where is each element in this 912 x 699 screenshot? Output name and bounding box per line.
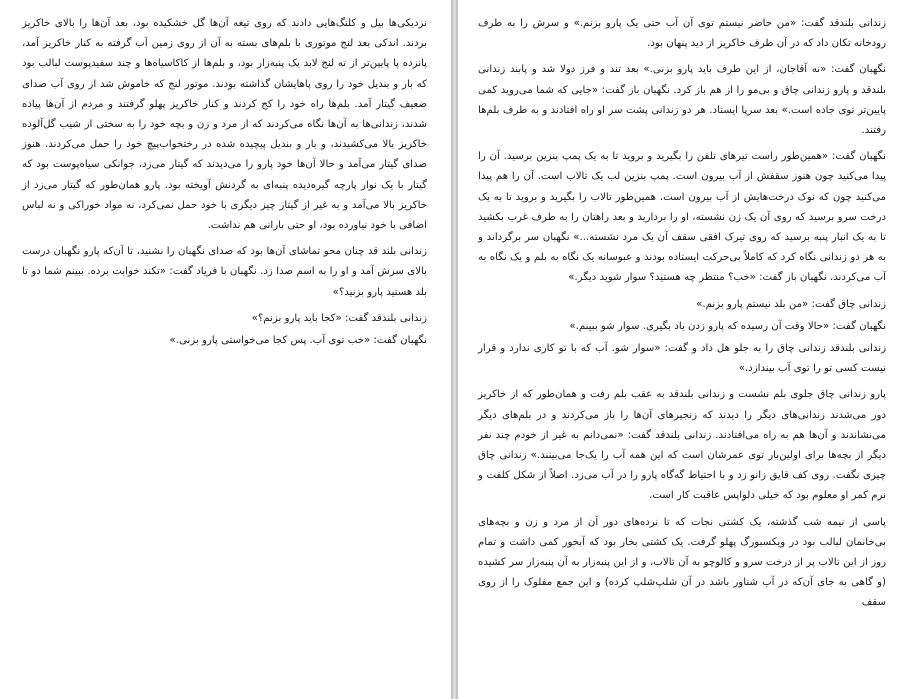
paragraph: زندانی چاق گفت: «من بلد نیستم پارو بزنم.» [696,298,886,310]
paragraph: زندانی بلندقد زندانی چاق را به جلو هل داد و گفت: «سوار شو. آب که با تو کاری ندارد و قرار نیست کسی تو را توی آب بیندازد.» [478,343,886,375]
paragraph: نزدیکی‌ها بیل و کلنگ‌هایی دادند که روی تیغه آن‌ها گل خشکیده بود، بعد آن‌ها را بالای خاکریز بردند. اندکی بعد لنج موتوری با بلم‌های بسته به آن از روی زمین آب گرفته به کنار خاکریز آمد، پانزده پا پایین‌تر از ته لنج لابد یک پنبه‌زار بود، و بلم‌ها از کاکاسیاه‌ها و چند سفیدپوست لبالب بود که بار و بندیل خود را روی پاهایشان گذاشته بودند. موتور لنج که خاموش شد از روی آب صدای ضعیف گیتار آمد. بلم‌ها راه خود را کج کردند و کنار خاکریز پهلو گرفتند و مردم از آن‌ها پیاده شدند، زندانی‌ها به آن‌ها نگاه می‌کردند که از مرد و زن و بچه خود را به سختی از شیب گل‌آلوده خاکریز بالا می‌کشیدند، و بار و بندیل پیچیده شده در رختخواب‌پیچ خود را حمل می‌کردند. هنوز صدای گیتار می‌آمد و حالا آن‌ها خود پارو را می‌دیدند که گیتار می‌زد، جوانکی سیاه‌پوست بود که گیتار با یک نوار پارچه گیره‌دیده پنبه‌ای به گردنش آویخته بود. پارو همان‌طور که گیتار می‌زد از خاکریز بالا می‌آمد و به غیر از گیتار چیز دیگری با خود حمل نمی‌کرد، نه مواد خوراکی و نه لباس اضافی با خود نیاورده بود، او حتی بارانی هم نداشت. [22,18,427,232]
paragraph: نگهبان گفت: «حالا وقت آن رسیده که پارو زدن یاد بگیری. سوار شو ببینم.» [569,320,886,332]
right-page [457,0,912,699]
left-page [0,0,452,699]
paragraph: نگهبان گفت: «خب توی آب. پس کجا می‌خواستی پارو بزنی.» [169,335,427,347]
paragraph: پارو زندانی چاق جلوی بلم نشست و زندانی بلندقد به عقب بلم رفت و همان‌طور که از خاکریز دور می‌شدند زندانی‌های دیگر را دیدند که زنجیرهای آن‌ها را باز می‌کردند و در بلم‌های دیگر می‌نشاندند و آن‌ها هم به راه می‌افتادند. زندانی بلندقد گفت: «نمی‌دانم به غیر از خودم چند نفر دیگر از بچه‌ها برای اولین‌بار توی عمرشان است که این همه آب را یک‌جا می‌بینند.» زندانی چاق چیزی نگفت. روی کف قایق زانو زد و با احتیاط گه‌گاه پارو را در آب می‌زد. اصلاً از شکل کلفت و نرم کمر او معلوم بود که خیلی دلواپس عاقبت کار است. [478,389,886,502]
paragraph: زندانی بلندقد گفت: «کجا باید پارو بزنم؟» [251,312,427,324]
paragraph: نگهبان گفت: «نه آقاجان، از این طرف باید پارو بزنی.» بعد تند و فرز دولا شد و پابند زندانی بلندقد و پارو زندانی چاق و بی‌مو را از هم باز کرد. نگهبان باز گفت: «جایی که شما می‌روید کمی پایین‌تر توی جاده است.» بعد سرپا ایستاد. هر دو زندانی پشت سر او راه افتادند و به طرف بلم‌ها رفتند. [478,64,886,137]
right-page-text [478,14,886,620]
paragraph: زندانی بلند قد چنان محو تماشای آن‌ها بود که صدای نگهبان را نشنید، تا آن‌که پارو نگهبان درست بالای سرش آمد و او را به اسم صدا زد. نگهبان با فریاد گفت: «تکند خوابت برده. ببینم شما دو تا بلد هستید پارو بزنید؟» [22,246,427,298]
left-page-text [22,14,427,357]
paragraph: نگهبان گفت: «همین‌طور راست تیرهای تلفن را بگیرید و بروید تا به یک پمپ بنزین برسید. آن را پیدا می‌کنید چون هنوز سقفش از آب بیرون است. پمپ بنزین لب یک تالاب است. آن را هم پیدا می‌کنید چون که نوک درخت‌هایش از آب بیرون است. همین‌طور تالاب را بگیرید و بروید تا به یک درخت سرو برسید که روی آن یک زن نشسته، او را بردارید و بعد راهتان را به طرف غرب بکشید تا به یک انبار پنبه برسید که روی تیرک افقی سقف آن یک مرد نشسته...» نگهبان سر برگرداند و به هر دو زندانی نگاه کرد که کاملاً بی‌حرکت ایستاده بودند و عبوسانه یک نگاه به بلم و یک نگاه به آب می‌کردند. نگهبان باز گفت: «خب؟ منتظر چه هستید؟ سوار شوید دیگر.» [478,151,886,284]
paragraph: زندانی بلندقد گفت: «من حاضر نیستم توی آن آب حتی یک پارو بزنم.» و سرش را به طرف رودخانه تکان داد که در آن طرف خاکریز از دید پنهان بود. [478,18,886,50]
paragraph: پاسی از نیمه شب گذشته، یک کشتی نجات که تا نرده‌های دور آن از مرد و زن و بچه‌های بی‌خانمان لبالب بود در ویکسبورگ پهلو گرفت. یک کشتی بخار بود که آبخور کمی داشت و تمام روز از این تالاب پر از درخت سرو و کالوچو به آن تالاب، و از این پنبه‌زار به آن پنبه‌زار سر کشیده (و گاهی به جای آن‌که در آب شناور باشد در آن شلپ‌شلپ کرده) و این جمع مفلوک را از روی سقف [478,516,886,609]
